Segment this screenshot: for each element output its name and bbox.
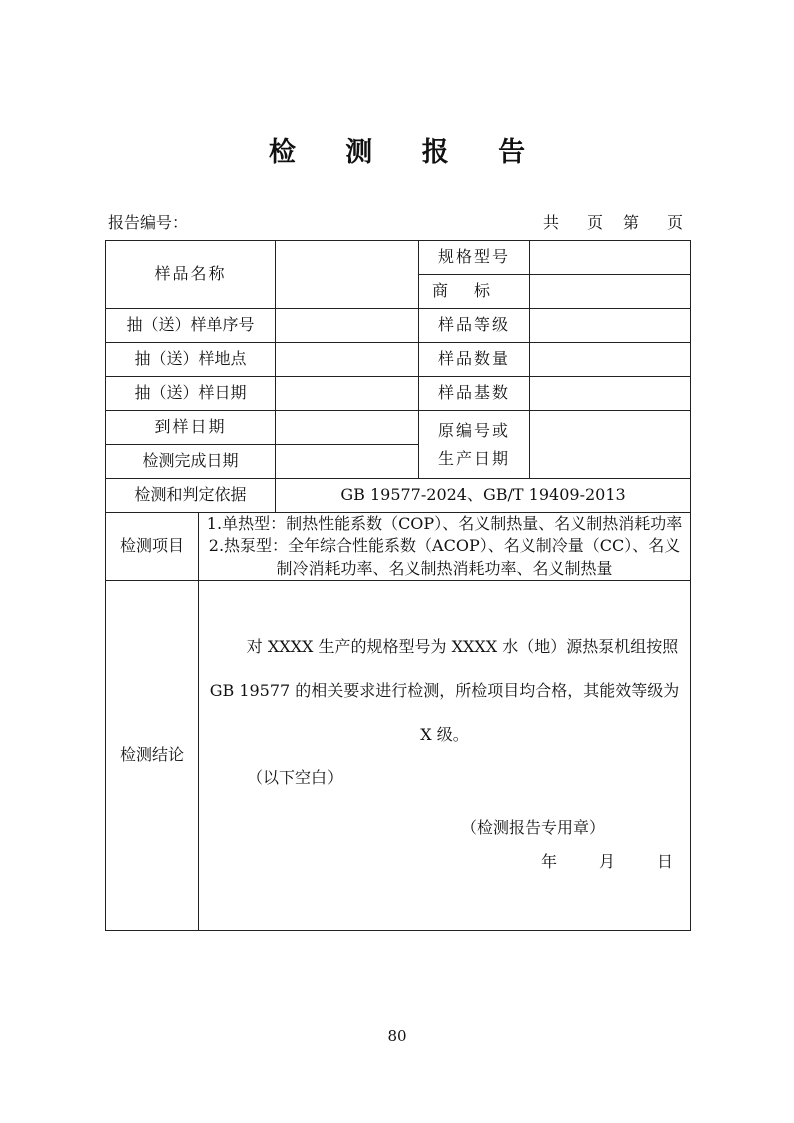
document-title: 检 测 报 告 — [268, 137, 546, 168]
base-count-label: 样品基数 — [419, 377, 530, 411]
conclusion-label: 检测结论 — [106, 581, 199, 931]
grade-value[interactable] — [530, 309, 691, 343]
sampling-location-value[interactable] — [276, 343, 419, 377]
completion-date-label: 检测完成日期 — [106, 445, 276, 479]
blank-note: （以下空白） — [247, 768, 344, 788]
order-number-label: 抽（送）样单序号 — [106, 309, 276, 343]
page-unit-label: 页 — [586, 213, 609, 232]
month-label: 月 — [599, 852, 616, 872]
basis-value: GB 19577-2024、GB/T 19409-2013 — [276, 479, 691, 513]
original-number-label: 原编号或生产日期 — [419, 411, 530, 479]
model-value[interactable] — [530, 241, 691, 275]
date-line — [541, 851, 673, 873]
arrival-date-label: 到样日期 — [106, 411, 276, 445]
report-number-label: 报告编号： — [108, 213, 189, 232]
grade-label: 样品等级 — [419, 309, 530, 343]
brand-label: 商标 — [419, 275, 530, 309]
conclusion-cell — [199, 581, 691, 931]
conclusion-text: 对 XXXX 生产的规格型号为 XXXX 水（地）源热泵机组按照 GB 19577 的相关要求进行检测，所检项目均合格，其能效等级为 X 级。 — [209, 637, 680, 745]
completion-date-value[interactable] — [276, 445, 419, 479]
sample-name-label: 样品名称 — [106, 241, 276, 309]
stamp-note: （检测报告专用章） — [461, 818, 606, 838]
basis-label: 检测和判定依据 — [106, 479, 276, 513]
page-unit-label-2: 页 — [666, 213, 689, 232]
year-label: 年 — [541, 852, 558, 872]
page-current-label: 第 — [622, 213, 645, 232]
day-label: 日 — [657, 852, 674, 872]
test-items-text: 1.单热型：制热性能系数（COP）、名义制热量、名义制热消耗功率 2.热泵型：全年综合性能系数（ACOP）、名义制冷量（CC）、名义制冷消耗功率、名义制热消耗功率、名义制热量 — [199, 513, 691, 581]
sampling-date-value[interactable] — [276, 377, 419, 411]
quantity-value[interactable] — [530, 343, 691, 377]
test-items-label: 检测项目 — [106, 513, 199, 581]
sampling-date-label: 抽（送）样日期 — [106, 377, 276, 411]
sample-name-value[interactable] — [276, 241, 419, 309]
sampling-location-label: 抽（送）样地点 — [106, 343, 276, 377]
page-number: 80 — [387, 1027, 407, 1045]
original-number-value[interactable] — [530, 411, 691, 479]
page-total-label: 共 — [542, 213, 565, 232]
quantity-label: 样品数量 — [419, 343, 530, 377]
order-number-value[interactable] — [276, 309, 419, 343]
model-label: 规格型号 — [419, 241, 530, 275]
arrival-date-value[interactable] — [276, 411, 419, 445]
brand-value[interactable] — [530, 275, 691, 309]
base-count-value[interactable] — [530, 377, 691, 411]
report-form-table — [105, 240, 691, 931]
page-info — [529, 210, 689, 233]
